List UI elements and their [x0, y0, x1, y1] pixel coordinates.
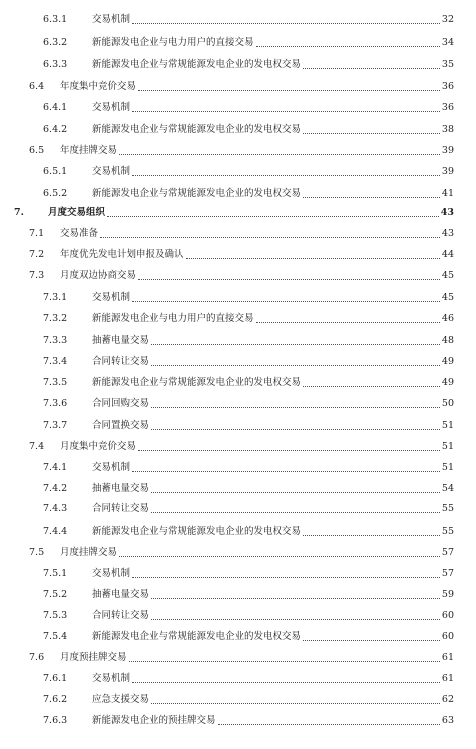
- dot-leader: [303, 197, 440, 198]
- toc-entry[interactable]: [0, 483, 476, 495]
- toc-entry[interactable]: [0, 694, 476, 706]
- toc-entry[interactable]: [0, 547, 476, 559]
- toc-entry-page: 35: [441, 59, 454, 70]
- dot-leader: [132, 577, 440, 578]
- toc-entry-page: 62: [441, 694, 454, 705]
- dot-leader: [186, 258, 440, 259]
- toc-entry[interactable]: [0, 715, 476, 727]
- toc-entry-title: 新能源发电企业与常规能源发电企业的发电权交易: [92, 59, 302, 70]
- dot-leader: [151, 492, 440, 493]
- toc-entry-page: 48: [441, 335, 454, 346]
- toc-entry-page: 45: [441, 270, 454, 281]
- toc-entry-number: 7.3.5: [43, 377, 68, 388]
- toc-entry-number: 6.3.1: [43, 14, 68, 25]
- toc-entry-title: 交易机制: [92, 292, 131, 303]
- toc-entry-page: 63: [441, 715, 454, 726]
- dot-leader: [138, 279, 440, 280]
- dot-leader: [138, 90, 440, 91]
- toc-entry-number: 7.4.2: [43, 483, 68, 494]
- toc-entry-page: 39: [441, 166, 454, 177]
- toc-entry-number: 7.6.2: [43, 694, 68, 705]
- toc-entry-title: 年度挂牌交易: [60, 145, 118, 156]
- dot-leader: [151, 703, 440, 704]
- toc-entry[interactable]: [0, 631, 476, 643]
- dot-leader: [218, 724, 440, 725]
- toc-entry[interactable]: [0, 124, 476, 136]
- toc-entry-number: 7.3.4: [43, 356, 68, 367]
- toc-entry-number: 7.3.2: [43, 313, 68, 324]
- toc-entry-number: 7.1: [29, 228, 45, 239]
- toc-entry[interactable]: [0, 313, 476, 325]
- toc-entry-number: 6.3.2: [43, 37, 68, 48]
- toc-entry-title: 月度双边协商交易: [60, 270, 137, 281]
- toc-entry[interactable]: [0, 145, 476, 157]
- dot-leader: [151, 429, 440, 430]
- toc-entry-title: 新能源发电企业的预挂牌交易: [92, 715, 216, 726]
- toc-entry-title: 新能源发电企业与常规能源发电企业的发电权交易: [92, 377, 302, 388]
- dot-leader: [303, 386, 440, 387]
- toc-entry[interactable]: [0, 102, 476, 114]
- toc-entry-title: 合同回购交易: [92, 398, 150, 409]
- toc-entry-title: 新能源发电企业与电力用户的直接交易: [92, 37, 254, 48]
- toc-entry[interactable]: [0, 420, 476, 432]
- toc-entry-number: 7.5.3: [43, 610, 68, 621]
- toc-entry[interactable]: [0, 335, 476, 347]
- toc-entry-page: 57: [441, 547, 454, 558]
- toc-entry-page: 61: [441, 652, 454, 663]
- dot-leader: [256, 322, 440, 323]
- toc-entry-page: 34: [441, 37, 454, 48]
- toc-entry-page: 51: [441, 420, 454, 431]
- toc-entry[interactable]: [0, 377, 476, 389]
- dot-leader: [129, 661, 440, 662]
- toc-entry-number: 7.5.1: [43, 568, 68, 579]
- toc-entry-page: 51: [441, 462, 454, 473]
- toc-entry-title: 交易机制: [92, 568, 131, 579]
- toc-entry-title: 新能源发电企业与电力用户的直接交易: [92, 313, 254, 324]
- dot-leader: [119, 556, 440, 557]
- toc-entry-page: 60: [441, 610, 454, 621]
- toc-entry-page: 57: [441, 568, 454, 579]
- toc-entry[interactable]: [0, 568, 476, 580]
- toc-entry-page: 36: [441, 102, 454, 113]
- toc-entry-title: 月度交易组织: [48, 207, 106, 218]
- toc-entry-title: 交易机制: [92, 102, 131, 113]
- toc-entry[interactable]: [0, 503, 476, 515]
- toc-entry[interactable]: [0, 292, 476, 304]
- toc-entry-title: 新能源发电企业与常规能源发电企业的发电权交易: [92, 188, 302, 199]
- toc-entry-page: 43: [440, 207, 454, 218]
- toc-entry-page: 45: [441, 292, 454, 303]
- dot-leader: [303, 133, 440, 134]
- dot-leader: [119, 154, 440, 155]
- dot-leader: [132, 301, 440, 302]
- toc-entry-title: 交易机制: [92, 462, 131, 473]
- toc-entry[interactable]: [0, 81, 476, 93]
- toc-entry[interactable]: [0, 166, 476, 178]
- toc-entry-title: 交易机制: [92, 166, 131, 177]
- toc-entry-title: 抽蓄电量交易: [92, 335, 150, 346]
- toc-entry-number: 7.: [14, 207, 24, 218]
- toc-entry-page: 50: [441, 398, 454, 409]
- toc-entry-title: 交易机制: [92, 14, 131, 25]
- dot-leader: [151, 365, 440, 366]
- dot-leader: [151, 407, 440, 408]
- toc-entry-page: 32: [441, 14, 454, 25]
- dot-leader: [132, 682, 440, 683]
- dot-leader: [100, 237, 440, 238]
- toc-entry-number: 7.4.1: [43, 462, 68, 473]
- toc-entry-number: 7.4.4: [43, 526, 68, 537]
- toc-entry-title: 新能源发电企业与常规能源发电企业的发电权交易: [92, 124, 302, 135]
- toc-entry[interactable]: [0, 673, 476, 685]
- toc-entry[interactable]: [0, 228, 476, 240]
- toc-entry-title: 新能源发电企业与常规能源发电企业的发电权交易: [92, 631, 302, 642]
- toc-entry-number: 7.3.7: [43, 420, 68, 431]
- toc-entry[interactable]: [0, 441, 476, 453]
- toc-entry-number: 7.5.4: [43, 631, 68, 642]
- toc-entry-page: 44: [441, 249, 454, 260]
- toc-entry-number: 6.5: [29, 145, 45, 156]
- toc-entry[interactable]: [0, 270, 476, 282]
- toc-entry-number: 7.3.1: [43, 292, 68, 303]
- toc-entry-title: 年度集中竞价交易: [60, 81, 137, 92]
- toc-entry[interactable]: [0, 14, 476, 26]
- toc-entry-number: 7.6.1: [43, 673, 68, 684]
- toc-entry-title: 合同转让交易: [92, 610, 150, 621]
- toc-entry-title: 合同置换交易: [92, 420, 150, 431]
- toc-entry[interactable]: [0, 610, 476, 622]
- toc-entry-number: 7.5.2: [43, 589, 68, 600]
- toc-entry-page: 41: [441, 188, 454, 199]
- toc-entry[interactable]: [0, 249, 476, 261]
- toc-entry[interactable]: [0, 37, 476, 49]
- toc-entry-number: 6.4: [29, 81, 45, 92]
- dot-leader: [303, 535, 440, 536]
- dot-leader: [256, 46, 440, 47]
- dot-leader: [132, 111, 440, 112]
- toc-entry[interactable]: [0, 188, 476, 200]
- toc-entry-title: 年度优先发电计划申报及确认: [60, 249, 184, 260]
- toc-entry-number: 7.4.3: [43, 503, 68, 514]
- dot-leader: [132, 23, 440, 24]
- dot-leader: [107, 216, 439, 217]
- toc-entry-number: 7.3.6: [43, 398, 68, 409]
- toc-entry-number: 6.4.1: [43, 102, 68, 113]
- toc-entry-page: 39: [441, 145, 454, 156]
- dot-leader: [151, 619, 440, 620]
- toc-entry-title: 月度集中竞价交易: [60, 441, 137, 452]
- toc-entry-page: 61: [441, 673, 454, 684]
- toc-entry-number: 7.5: [29, 547, 45, 558]
- dot-leader: [151, 598, 440, 599]
- toc-entry-page: 43: [441, 228, 454, 239]
- toc-entry-page: 36: [441, 81, 454, 92]
- toc-entry-page: 49: [441, 377, 454, 388]
- toc-entry-number: 7.4: [29, 441, 45, 452]
- toc-entry-number: 7.2: [29, 249, 45, 260]
- toc-entry-page: 55: [441, 503, 454, 514]
- toc-entry-title: 月度预挂牌交易: [60, 652, 127, 663]
- toc-entry[interactable]: [0, 398, 476, 410]
- toc-entry-number: 7.6: [29, 652, 45, 663]
- toc-entry[interactable]: [0, 652, 476, 664]
- toc-entry-number: 6.4.2: [43, 124, 68, 135]
- toc-entry[interactable]: [0, 462, 476, 474]
- dot-leader: [132, 471, 440, 472]
- dot-leader: [138, 450, 440, 451]
- toc-entry-page: 59: [441, 589, 454, 600]
- dot-leader: [151, 344, 440, 345]
- toc-entry-page: 51: [441, 441, 454, 452]
- toc-entry-number: 6.5.1: [43, 166, 68, 177]
- toc-entry-title: 应急支援交易: [92, 694, 150, 705]
- toc-entry-title: 交易准备: [60, 228, 99, 239]
- toc-entry-number: 7.3: [29, 270, 45, 281]
- toc-entry-page: 55: [441, 526, 454, 537]
- toc-entry-title: 合同转让交易: [92, 356, 150, 367]
- toc-entry-page: 46: [441, 313, 454, 324]
- dot-leader: [303, 68, 440, 69]
- toc-entry-page: 49: [441, 356, 454, 367]
- toc-entry[interactable]: [0, 207, 476, 219]
- toc-entry-title: 合同转让交易: [92, 503, 150, 514]
- toc-entry-page: 38: [441, 124, 454, 135]
- toc-entry-page: 60: [441, 631, 454, 642]
- toc-entry-number: 6.5.2: [43, 188, 68, 199]
- toc-entry[interactable]: [0, 589, 476, 601]
- toc-entry[interactable]: [0, 526, 476, 538]
- dot-leader: [151, 512, 440, 513]
- toc-entry-title: 抽蓄电量交易: [92, 483, 150, 494]
- toc-entry-title: 交易机制: [92, 673, 131, 684]
- toc-entry[interactable]: [0, 356, 476, 368]
- toc-entry-title: 月度挂牌交易: [60, 547, 118, 558]
- toc-entry-number: 6.3.3: [43, 59, 68, 70]
- toc-entry-title: 新能源发电企业与常规能源发电企业的发电权交易: [92, 526, 302, 537]
- toc-entry-title: 抽蓄电量交易: [92, 589, 150, 600]
- toc-entry-number: 7.3.3: [43, 335, 68, 346]
- dot-leader: [132, 175, 440, 176]
- dot-leader: [303, 640, 440, 641]
- toc-entry[interactable]: [0, 59, 476, 71]
- toc-entry-number: 7.6.3: [43, 715, 68, 726]
- toc-entry-page: 54: [441, 483, 454, 494]
